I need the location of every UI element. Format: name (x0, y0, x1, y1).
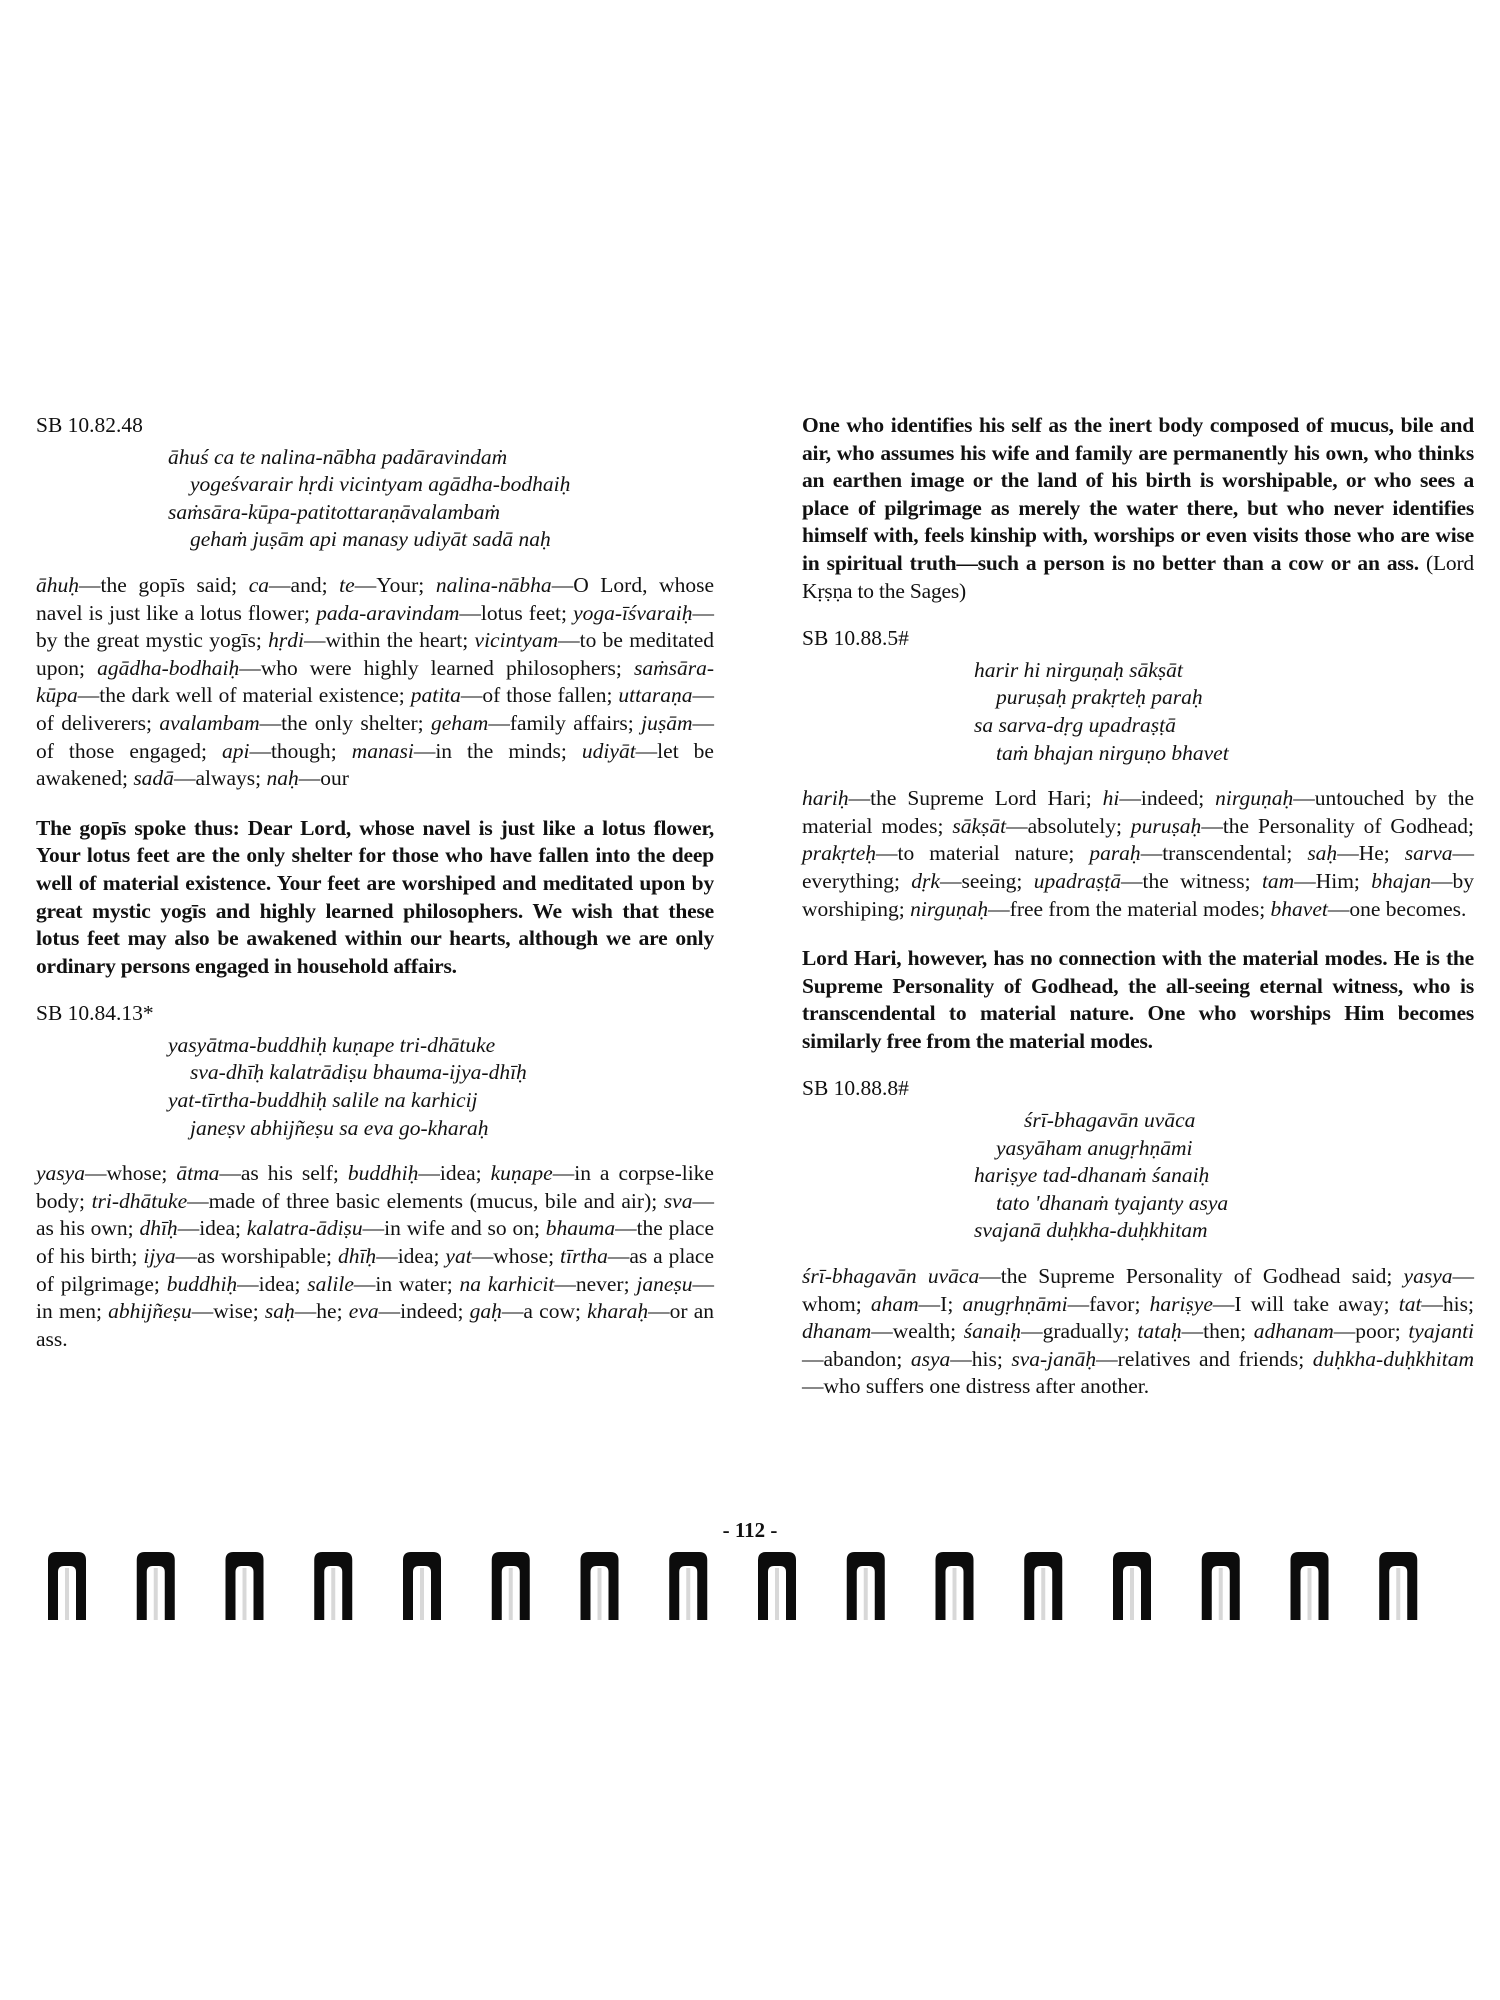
binding-ring (1291, 1552, 1329, 1620)
synonym-word: buddhiḥ (166, 1271, 238, 1296)
synonym-meaning: absolutely (1027, 813, 1116, 838)
synonym-word: yoga-īśvaraiḥ (573, 600, 693, 625)
sanskrit-verse (802, 657, 1474, 767)
binding-ring (226, 1552, 264, 1620)
synonym-meaning: never (575, 1271, 624, 1296)
synonym-word: yasya (36, 1161, 85, 1186)
synonym-meaning: in the minds (435, 738, 561, 763)
verse-reference: SB 10.84.13* (36, 1001, 154, 1026)
synonym-word: śrī-bhagavān uvāca (802, 1264, 980, 1289)
verse-line: yogeśvarair hṛdi vicintyam agādha-bodhaiḥ (190, 472, 571, 497)
verse-line: yasyāham anugṛhṇāmi (996, 1135, 1193, 1160)
verse-line: harir hi nirguṇaḥ sākṣāt (974, 657, 1183, 682)
synonym-word: janeṣu (636, 1271, 693, 1296)
synonym-word: hṛdi (268, 628, 304, 653)
synonym-meaning: in a corpse-like body (36, 1161, 714, 1213)
verse-line: tato 'dhanaṁ tyajanty asya (996, 1190, 1229, 1215)
synonym-meaning: the place of his birth (36, 1216, 715, 1269)
synonym-meaning: idea (439, 1161, 476, 1186)
synonym-meaning: his (1442, 1291, 1469, 1316)
synonym-word: aham (870, 1291, 919, 1316)
synonym-meaning: in water (375, 1271, 447, 1296)
synonym-meaning: Him (1315, 868, 1354, 893)
verse-line: taṁ bhajan nirguṇo bhavet (996, 740, 1229, 765)
synonym-word: āhuḥ (36, 572, 79, 597)
binding-ring (1202, 1552, 1240, 1620)
verse-line: āhuś ca te nalina-nābha padāravindaṁ (168, 444, 508, 469)
synonym-word: eva (348, 1299, 379, 1324)
synonym-meaning: he (316, 1299, 337, 1324)
synonym-word: te (339, 572, 355, 597)
synonym-word: sarva (1404, 841, 1453, 866)
synonym-meaning: the dark well of material existence (99, 683, 399, 708)
synonym-word: tyajanti (1408, 1319, 1475, 1344)
synonym-meaning: favor (1089, 1291, 1135, 1316)
synonym-meaning: everything (802, 868, 894, 893)
synonym-word: ātma (176, 1161, 220, 1186)
synonym-meaning: always (195, 766, 256, 791)
synonym-word: saḥ (1307, 841, 1338, 866)
synonym-word: api (221, 738, 250, 763)
binding-ring (847, 1552, 885, 1620)
synonym-meaning: made of three basic elements (mucus, bile and air) (208, 1188, 652, 1213)
synonym-meaning: family affairs (509, 710, 628, 735)
synonym-meaning: I will take away (1234, 1291, 1384, 1316)
synonym-word: yasya (1403, 1264, 1453, 1289)
synonym-meaning: of those fallen (482, 683, 607, 708)
synonym-word: naḥ (266, 766, 299, 791)
synonym-meaning: in wife and so on (384, 1216, 534, 1241)
synonym-word: sva-janāḥ (1011, 1346, 1097, 1371)
verse-reference: SB 10.88.8# (802, 1076, 909, 1101)
synonym-word: sva (663, 1188, 693, 1213)
word-synonyms: hariḥ—the Supreme Lord Hari; hi—indeed; nirguṇaḥ—untouched by the material modes; sākṣāt—absolutely; puruṣaḥ—the Personality of Godhead; prakṛteḥ—to material nature; paraḥ—transcendental; saḥ—He; sarva—everything; dṛk—seeing; upadraṣṭā—the witness; tam—Him; bhajan—by worshiping; nirguṇaḥ—free from the material modes; bhavet—one becomes. (802, 786, 1474, 921)
synonym-word: hariṣye (1149, 1291, 1213, 1316)
synonym-word: tam (1261, 868, 1295, 893)
synonym-meaning: gradually (1042, 1319, 1124, 1344)
synonym-word: śanaiḥ (963, 1319, 1022, 1344)
synonym-word: tataḥ (1137, 1319, 1182, 1344)
verse-line: sa sarva-dṛg upadraṣṭā (974, 712, 1176, 737)
verse-line: sva-dhīḥ kalatrādiṣu bhauma-ijya-dhīḥ (190, 1060, 527, 1085)
synonym-meaning: though (270, 738, 331, 763)
synonym-word: nalina-nābha (435, 572, 552, 597)
synonym-word: agādha-bodhaiḥ (97, 655, 240, 680)
synonym-word: ca (248, 572, 270, 597)
synonym-word: paraḥ (1089, 841, 1141, 866)
right-column (802, 412, 1474, 1423)
synonym-meaning: abandon (823, 1346, 897, 1371)
synonym-meaning: within the heart (325, 628, 463, 653)
synonym-word: abhijñeṣu (108, 1299, 192, 1324)
synonym-word: bhajan (1371, 868, 1431, 893)
synonym-word: avalambam (159, 710, 260, 735)
synonym-meaning: transcendental (1162, 841, 1287, 866)
synonym-word: kuṇape (490, 1161, 553, 1186)
synonym-word: uttaraṇa (618, 683, 693, 708)
synonym-word: hariḥ (802, 786, 849, 811)
synonym-word: gaḥ (469, 1299, 502, 1324)
synonym-meaning: as a place of pilgrimage (36, 1244, 714, 1296)
synonym-word: anugṛhṇāmi (962, 1291, 1068, 1316)
synonym-word: dhanam (802, 1319, 872, 1344)
synonym-meaning: a cow (523, 1299, 575, 1324)
binding-ring (403, 1552, 441, 1620)
binding-ring (137, 1552, 175, 1620)
verse-reference: SB 10.82.48 (36, 413, 143, 437)
page-number: - 112 - (722, 1518, 778, 1542)
synonym-word: udiyāt (581, 738, 636, 763)
verse-line: saṁsāra-kūpa-patitottaraṇāvalambaṁ (168, 499, 501, 524)
synonym-word: dhīḥ (337, 1244, 377, 1269)
synonym-meaning: indeed (1140, 786, 1199, 811)
synonym-meaning: or an ass. (36, 1299, 715, 1351)
synonym-meaning: poor (1355, 1319, 1395, 1344)
synonym-word: kalatra-ādiṣu (246, 1216, 363, 1241)
synonym-word: juṣām (641, 710, 693, 735)
verse-line: śrī-bhagavān uvāca (1024, 1108, 1196, 1133)
synonym-meaning: to be meditated upon (36, 628, 714, 680)
synonym-meaning: then (1203, 1319, 1241, 1344)
synonym-meaning: in men (36, 1299, 96, 1324)
synonym-meaning: as worshipable (197, 1244, 327, 1269)
synonym-meaning: idea (397, 1244, 434, 1269)
synonym-meaning: of deliverers (36, 710, 147, 735)
spiral-binding-rings (44, 1550, 1464, 1620)
synonym-meaning: lotus feet (480, 600, 562, 625)
sanskrit-verse (802, 1107, 1474, 1245)
synonym-meaning: as his self (240, 1161, 333, 1186)
synonym-meaning: idea (199, 1216, 235, 1241)
synonym-word: prakṛteḥ (802, 841, 877, 866)
binding-ring (1113, 1552, 1151, 1620)
synonym-meaning: whose (106, 1161, 162, 1186)
synonym-word: nirguṇaḥ (910, 896, 989, 921)
synonym-word: sadā (133, 766, 174, 791)
verse-translation (802, 945, 1474, 1055)
synonym-meaning: who were highly learned philosophers (260, 655, 616, 680)
synonym-word: kharaḥ (587, 1299, 649, 1324)
synonym-meaning: idea (258, 1271, 295, 1296)
verse-line: hariṣye tad-dhanaṁ śanaiḥ (974, 1163, 1210, 1188)
synonym-meaning: his (971, 1346, 997, 1371)
synonym-meaning: the witness (1142, 868, 1245, 893)
synonym-meaning: the Supreme Lord Hari (870, 786, 1086, 811)
synonym-meaning: whom (802, 1291, 856, 1316)
synonym-meaning: of those engaged (36, 738, 201, 763)
synonym-meaning: He (1358, 841, 1384, 866)
synonym-meaning: Your (376, 572, 419, 597)
synonym-meaning: wealth (892, 1319, 951, 1344)
synonym-meaning: seeing (961, 868, 1017, 893)
synonym-word: puruṣaḥ (1130, 813, 1202, 838)
synonym-meaning: I (940, 1291, 948, 1316)
synonym-word: adhanam (1253, 1319, 1334, 1344)
synonym-word: dhīḥ (139, 1216, 178, 1241)
word-synonyms: śrī-bhagavān uvāca—the Supreme Personality of Godhead said; yasya—whom; aham—I; anugṛhṇāmi—favor; hariṣye—I will take away; tat—his; dhanam—wealth; śanaiḥ—gradually; tataḥ—then; adhanam—poor; tyajanti—abandon; asya—his; sva-janāḥ—relatives and friends; duḥkha-duḥkhitam—who suffers one distress after another. (802, 1264, 1475, 1399)
left-column (36, 412, 714, 1375)
binding-ring (492, 1552, 530, 1620)
synonym-word: pada-aravindam (316, 600, 460, 625)
verse-line: gehaṁ juṣām api manasy udiyāt sadā naḥ (190, 527, 551, 552)
synonym-meaning: whose (493, 1244, 549, 1269)
synonym-word: manasi (351, 738, 414, 763)
synonym-meaning: to material nature (897, 841, 1069, 866)
verse-translation (802, 412, 1474, 605)
binding-ring (758, 1552, 796, 1620)
verse-translation (36, 815, 714, 981)
synonym-word: dṛk (911, 868, 940, 893)
synonym-word: buddhiḥ (347, 1161, 419, 1186)
synonym-meaning: our (320, 766, 349, 791)
verse-reference: SB 10.88.5# (802, 626, 909, 651)
synonym-meaning: one becomes. (1349, 896, 1467, 921)
synonym-meaning: by the great mystic yogīs (36, 628, 256, 653)
translation-text: Lord Hari, however, has no connection with the material modes. He is the Supreme Personality of Godhead, the all-seeing eternal witness, who is transcendental to material nature. One who worships Him becomes similarly free from the material modes. (802, 946, 1474, 1053)
synonym-meaning: by worshiping (802, 868, 1474, 921)
synonym-meaning: wise (213, 1299, 253, 1324)
synonym-word: tīrtha (560, 1244, 608, 1269)
word-synonyms: yasya—whose; ātma—as his self; buddhiḥ—idea; kuṇape—in a corpse-like body; tri-dhātuke—made of three basic elements (mucus, bile and air); sva—as his own; dhīḥ—idea; kalatra-ādiṣu—in wife and so on; bhauma—the place of his birth; ijya—as worshipable; dhīḥ—idea; yat—whose; tīrtha—as a place of pilgrimage; buddhiḥ—idea; salile—in water; na karhicit—never; janeṣu—in men; abhijñeṣu—wise; saḥ—he; eva—indeed; gaḥ—a cow; kharaḥ—or an ass. (36, 1161, 715, 1351)
synonym-word: na karhicit (459, 1271, 555, 1296)
synonym-meaning: the Personality of Godhead (1222, 813, 1469, 838)
spiral-binding (44, 1550, 1464, 1620)
synonym-meaning: who suffers one distress after another. (823, 1374, 1150, 1399)
verse-line: yat-tīrtha-buddhiḥ salile na karhicij (168, 1088, 478, 1113)
synonym-meaning: untouched by the material modes (802, 786, 1474, 838)
synonym-word: duḥkha-duḥkhitam (1312, 1346, 1474, 1371)
verse-line: janeṣv abhijñeṣu sa eva go-kharaḥ (190, 1115, 489, 1140)
binding-ring (669, 1552, 707, 1620)
sanskrit-verse (36, 444, 714, 554)
synonym-word: geham (430, 710, 489, 735)
synonym-word: tat (1398, 1291, 1422, 1316)
synonym-meaning: the only shelter (281, 710, 418, 735)
translation-source: (Lord Kṛṣṇa to the Sages) (802, 550, 1474, 603)
synonym-word: asya (910, 1346, 951, 1371)
verse-line: svajanā duḥkha-duḥkhitam (974, 1218, 1208, 1243)
synonym-word: sākṣāt (952, 813, 1007, 838)
binding-ring (936, 1552, 974, 1620)
synonym-word: saṁsāra-kūpa (36, 655, 715, 708)
synonym-word: ijya (143, 1244, 176, 1269)
binding-ring (48, 1552, 86, 1620)
synonym-meaning: as his own (36, 1216, 128, 1241)
binding-ring (1379, 1552, 1417, 1620)
translation-text: One who identifies his self as the inert body composed of mucus, bile and air, who assumes his wife and family are permanently his own, who thinks an earthen image or the land of his birth is worshipable, or who sees a place of pilgrimage as merely the water there, but who never identifies himself with, feels kinship with, worships or even visits those who are wise in spiritual truth—such a person is no better than a cow or an ass. (802, 413, 1474, 575)
synonym-meaning: relatives and friends (1117, 1346, 1299, 1371)
binding-ring (581, 1552, 619, 1620)
synonym-meaning: the gopīs said (100, 572, 232, 597)
synonym-word: bhauma (545, 1216, 616, 1241)
synonym-meaning: the Supreme Personality of Godhead said (1000, 1264, 1387, 1289)
synonym-word: salile (307, 1271, 354, 1296)
synonym-meaning: and (290, 572, 322, 597)
binding-ring (314, 1552, 352, 1620)
translation-text: The gopīs spoke thus: Dear Lord, whose navel is just like a lotus flower, Your lotus feet are the only shelter for those who have fallen into the deep well of material existence. Your feet are worshiped and meditated upon by great mystic yogīs and highly learned philosophers. We wish that these lotus feet may also be awakened within our hearts, although we are only ordinary persons engaged in household affairs. (36, 815, 714, 978)
synonym-meaning: free from the material modes (1009, 896, 1260, 921)
synonym-word: saḥ (264, 1299, 295, 1324)
synonym-word: bhavet (1270, 896, 1328, 921)
synonym-meaning: let be awakened (36, 738, 714, 791)
synonym-meaning: indeed (400, 1299, 458, 1324)
word-synonyms: āhuḥ—the gopīs said; ca—and; te—Your; nalina-nābha—O Lord, whose navel is just like a lotus flower; pada-aravindam—lotus feet; yoga-īśvaraiḥ—by the great mystic yogīs; hṛdi—within the heart; vicintyam—to be meditated upon; agādha-bodhaiḥ—who were highly learned philosophers; saṁsāra-kūpa—the dark well of material existence; patita—of those fallen; uttaraṇa—of deliverers; avalambam—the only shelter; geham—family affairs; juṣām—of those engaged; api—though; manasi—in the minds; udiyāt—let be awakened; sadā—always; naḥ—our (36, 572, 715, 791)
binding-ring (1024, 1552, 1062, 1620)
synonym-word: upadraṣṭā (1033, 868, 1121, 893)
synonym-word: yat (445, 1244, 472, 1269)
synonym-meaning: O Lord, whose navel is just like a lotus flower (36, 572, 714, 625)
sanskrit-verse (36, 1032, 714, 1142)
verse-line: yasyātma-buddhiḥ kuṇape tri-dhātuke (168, 1032, 496, 1057)
synonym-word: patita (410, 683, 461, 708)
synonym-word: hi (1102, 786, 1120, 811)
synonym-word: vicintyam (474, 628, 559, 653)
synonym-word: nirguṇaḥ (1215, 786, 1294, 811)
verse-line: puruṣaḥ prakṛteḥ paraḥ (996, 685, 1203, 710)
synonym-word: tri-dhātuke (91, 1188, 188, 1213)
